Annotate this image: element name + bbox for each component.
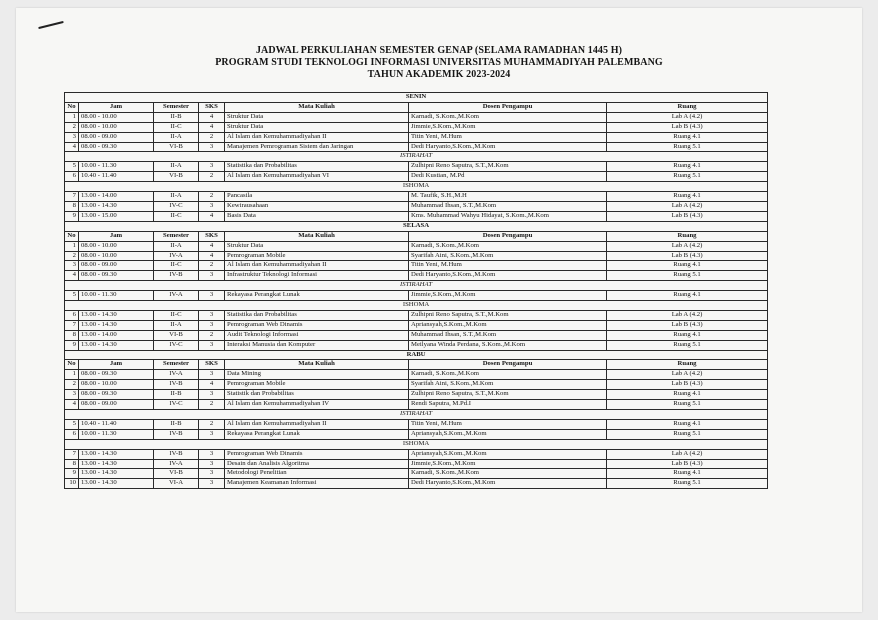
row-time: 10.00 - 11.30 bbox=[79, 429, 154, 439]
row-semester: II-A bbox=[154, 132, 199, 142]
row-semester: VI-B bbox=[154, 469, 199, 479]
row-lecturer: Jimmie,S.Kom.,M.Kom bbox=[409, 291, 607, 301]
table-row bbox=[65, 330, 768, 340]
row-room: Lab A (4.2) bbox=[607, 449, 768, 459]
column-header: No bbox=[65, 102, 79, 112]
row-semester: II-C bbox=[154, 261, 199, 271]
row-sks: 2 bbox=[199, 330, 225, 340]
table-row bbox=[65, 261, 768, 271]
row-no: 8 bbox=[65, 201, 79, 211]
row-lecturer: Karnadi, S.Kom.,M.Kom bbox=[409, 370, 607, 380]
row-no: 3 bbox=[65, 390, 79, 400]
row-lecturer: Titin Yeni, M.Hum bbox=[409, 261, 607, 271]
row-time: 13.00 - 14.30 bbox=[79, 479, 154, 489]
row-semester: IV-B bbox=[154, 449, 199, 459]
row-sks: 4 bbox=[199, 122, 225, 132]
row-room: Ruang 5.1 bbox=[607, 400, 768, 410]
row-time: 13.00 - 14.30 bbox=[79, 469, 154, 479]
row-lecturer: Karnadi, S.Kom.,M.Kom bbox=[409, 469, 607, 479]
row-course: Pemrograman Web Dinamis bbox=[225, 320, 409, 330]
row-lecturer: Titin Yeni, M.Hum bbox=[409, 419, 607, 429]
row-semester: II-A bbox=[154, 320, 199, 330]
column-header: Dosen Pengampu bbox=[409, 360, 607, 370]
row-room: Lab A (4.2) bbox=[607, 201, 768, 211]
row-semester: II-C bbox=[154, 310, 199, 320]
table-row bbox=[65, 201, 768, 211]
table-row bbox=[65, 449, 768, 459]
table-row bbox=[65, 291, 768, 301]
row-course: Pancasila bbox=[225, 192, 409, 202]
row-semester: II-C bbox=[154, 122, 199, 132]
row-lecturer: Dedi Haryanto,S.Kom.,M.Kom bbox=[409, 479, 607, 489]
break-label: ISTIRAHAT bbox=[65, 281, 768, 291]
column-header: SKS bbox=[199, 231, 225, 241]
row-no: 5 bbox=[65, 162, 79, 172]
table-row bbox=[65, 162, 768, 172]
row-course: Desain dan Analisis Algoritma bbox=[225, 459, 409, 469]
row-lecturer: M. Taufik, S.H.,M.H bbox=[409, 192, 607, 202]
row-lecturer: Jimmie,S.Kom.,M.Kom bbox=[409, 122, 607, 132]
row-time: 08.00 - 09.00 bbox=[79, 261, 154, 271]
row-semester: IV-A bbox=[154, 370, 199, 380]
row-course: Infrastruktur Teknologi Informasi bbox=[225, 271, 409, 281]
row-no: 9 bbox=[65, 469, 79, 479]
table-row bbox=[65, 400, 768, 410]
row-room: Ruang 4.1 bbox=[607, 162, 768, 172]
row-lecturer: Syarifah Aini, S.Kom.,M.Kom bbox=[409, 380, 607, 390]
row-course: Metodologi Penelitian bbox=[225, 469, 409, 479]
table-row bbox=[65, 320, 768, 330]
row-room: Ruang 5.1 bbox=[607, 271, 768, 281]
row-course: Kewirausahaan bbox=[225, 201, 409, 211]
table-row bbox=[65, 132, 768, 142]
break-row bbox=[65, 410, 768, 420]
row-course: Manajemen Pemrograman Sistem dan Jaringan bbox=[225, 142, 409, 152]
column-header: Ruang bbox=[607, 231, 768, 241]
row-sks: 3 bbox=[199, 291, 225, 301]
row-semester: VI-B bbox=[154, 142, 199, 152]
row-room: Lab A (4.2) bbox=[607, 112, 768, 122]
row-time: 13.00 - 14.30 bbox=[79, 449, 154, 459]
table-row bbox=[65, 370, 768, 380]
row-no: 9 bbox=[65, 340, 79, 350]
column-header: SKS bbox=[199, 102, 225, 112]
column-header: Jam bbox=[79, 102, 154, 112]
row-no: 1 bbox=[65, 241, 79, 251]
row-no: 8 bbox=[65, 459, 79, 469]
row-lecturer: Apriansyah,S.Kom.,M.Kom bbox=[409, 449, 607, 459]
row-course: Statistika dan Probabilitas bbox=[225, 162, 409, 172]
break-label: ISHOMA bbox=[65, 301, 768, 311]
row-time: 08.00 - 10.00 bbox=[79, 380, 154, 390]
row-time: 13.00 - 14.30 bbox=[79, 340, 154, 350]
column-header: Mata Kuliah bbox=[225, 360, 409, 370]
table-row bbox=[65, 241, 768, 251]
row-no: 4 bbox=[65, 271, 79, 281]
row-sks: 3 bbox=[199, 271, 225, 281]
row-room: Ruang 4.1 bbox=[607, 192, 768, 202]
break-row bbox=[65, 281, 768, 291]
row-semester: II-A bbox=[154, 241, 199, 251]
day-header-row bbox=[65, 221, 768, 231]
row-room: Lab B (4.3) bbox=[607, 380, 768, 390]
row-room: Lab B (4.3) bbox=[607, 320, 768, 330]
row-semester: VI-B bbox=[154, 330, 199, 340]
row-sks: 4 bbox=[199, 112, 225, 122]
row-lecturer: Muhammad Ihsan, S.T.,M.Kom bbox=[409, 330, 607, 340]
header-title: JADWAL PERKULIAHAN SEMESTER GENAP (SELAMA RAMADHAN 1445 H) bbox=[255, 45, 623, 56]
table-row bbox=[65, 390, 768, 400]
row-room: Lab A (4.2) bbox=[607, 370, 768, 380]
row-room: Ruang 4.1 bbox=[607, 330, 768, 340]
column-header: Dosen Pengampu bbox=[409, 102, 607, 112]
table-row bbox=[65, 310, 768, 320]
column-header: Mata Kuliah bbox=[225, 231, 409, 241]
column-header: Jam bbox=[79, 360, 154, 370]
row-room: Ruang 4.1 bbox=[607, 291, 768, 301]
column-header: Ruang bbox=[607, 360, 768, 370]
row-lecturer: Zulhipni Reno Saputra, S.T.,M.Kom bbox=[409, 162, 607, 172]
row-lecturer: Kms. Muhammad Wahyu Hidayat, S.Kom.,M.Kom bbox=[409, 211, 607, 221]
row-time: 10.40 - 11.40 bbox=[79, 172, 154, 182]
row-room: Ruang 4.1 bbox=[607, 132, 768, 142]
row-semester: II-B bbox=[154, 419, 199, 429]
row-lecturer: Dedi Haryanto,S.Kom.,M.Kom bbox=[409, 142, 607, 152]
row-course: Data Mining bbox=[225, 370, 409, 380]
day-header-row bbox=[65, 350, 768, 360]
row-no: 10 bbox=[65, 479, 79, 489]
break-label: ISHOMA bbox=[65, 439, 768, 449]
row-no: 7 bbox=[65, 192, 79, 202]
row-semester: IV-A bbox=[154, 291, 199, 301]
row-course: Statistik dan Probabilitas bbox=[225, 390, 409, 400]
column-header-row bbox=[65, 360, 768, 370]
row-room: Lab B (4.3) bbox=[607, 251, 768, 261]
row-course: Al Islam dan Kemuhammadiyahan II bbox=[225, 132, 409, 142]
row-time: 08.00 - 09.30 bbox=[79, 271, 154, 281]
table-row bbox=[65, 192, 768, 202]
row-time: 08.00 - 09.00 bbox=[79, 132, 154, 142]
row-lecturer: Rendi Saputra, M.Pd.I bbox=[409, 400, 607, 410]
table-row bbox=[65, 469, 768, 479]
row-sks: 3 bbox=[199, 390, 225, 400]
row-semester: IV-B bbox=[154, 380, 199, 390]
row-sks: 3 bbox=[199, 370, 225, 380]
table-row bbox=[65, 479, 768, 489]
row-time: 10.00 - 11.30 bbox=[79, 291, 154, 301]
row-no: 9 bbox=[65, 211, 79, 221]
column-header-row bbox=[65, 102, 768, 112]
row-lecturer: Apriansyah,S.Kom.,M.Kom bbox=[409, 429, 607, 439]
row-sks: 3 bbox=[199, 310, 225, 320]
row-lecturer: Apriansyah,S.Kom.,M.Kom bbox=[409, 320, 607, 330]
row-time: 08.00 - 10.00 bbox=[79, 241, 154, 251]
table-row bbox=[65, 142, 768, 152]
row-no: 3 bbox=[65, 132, 79, 142]
row-course: Struktur Data bbox=[225, 112, 409, 122]
row-no: 2 bbox=[65, 122, 79, 132]
row-lecturer: Zulhipni Reno Saputra, S.T.,M.Kom bbox=[409, 390, 607, 400]
table-row bbox=[65, 340, 768, 350]
table-row bbox=[65, 122, 768, 132]
row-time: 13.00 - 14.30 bbox=[79, 320, 154, 330]
row-sks: 4 bbox=[199, 380, 225, 390]
table-row bbox=[65, 419, 768, 429]
header-academic-year: TAHUN AKADEMIK 2023-2024 bbox=[367, 69, 511, 80]
row-time: 13.00 - 14.00 bbox=[79, 192, 154, 202]
row-time: 13.00 - 14.30 bbox=[79, 201, 154, 211]
row-sks: 4 bbox=[199, 251, 225, 261]
column-header: No bbox=[65, 231, 79, 241]
column-header: Semester bbox=[154, 360, 199, 370]
row-course: Pemrograman Mobile bbox=[225, 380, 409, 390]
row-no: 4 bbox=[65, 142, 79, 152]
table-row bbox=[65, 112, 768, 122]
row-lecturer: Karnadi, S.Kom.,M.Kom bbox=[409, 112, 607, 122]
row-semester: II-A bbox=[154, 162, 199, 172]
row-course: Al Islam dan Kemuhammadiyahan II bbox=[225, 261, 409, 271]
document-header bbox=[0, 45, 878, 81]
row-time: 08.00 - 09.00 bbox=[79, 400, 154, 410]
row-course: Rekayasa Perangkat Lunak bbox=[225, 429, 409, 439]
day-name: SENIN bbox=[65, 93, 768, 103]
table-row bbox=[65, 172, 768, 182]
row-sks: 3 bbox=[199, 459, 225, 469]
row-course: Basis Data bbox=[225, 211, 409, 221]
table-row bbox=[65, 271, 768, 281]
row-sks: 3 bbox=[199, 449, 225, 459]
break-row bbox=[65, 182, 768, 192]
row-lecturer: Syarifah Aini, S.Kom.,M.Kom bbox=[409, 251, 607, 261]
row-room: Ruang 4.1 bbox=[607, 419, 768, 429]
row-no: 7 bbox=[65, 449, 79, 459]
row-sks: 4 bbox=[199, 211, 225, 221]
column-header-row bbox=[65, 231, 768, 241]
row-semester: II-A bbox=[154, 192, 199, 202]
row-room: Ruang 5.1 bbox=[607, 340, 768, 350]
row-room: Ruang 4.1 bbox=[607, 261, 768, 271]
row-semester: II-C bbox=[154, 211, 199, 221]
row-semester: IV-C bbox=[154, 400, 199, 410]
row-sks: 3 bbox=[199, 142, 225, 152]
row-sks: 2 bbox=[199, 192, 225, 202]
row-no: 3 bbox=[65, 261, 79, 271]
row-no: 6 bbox=[65, 172, 79, 182]
day-header-row bbox=[65, 93, 768, 103]
row-course: Pemrograman Web Dinamis bbox=[225, 449, 409, 459]
row-course: Pemrograman Mobile bbox=[225, 251, 409, 261]
pen-mark bbox=[38, 21, 64, 29]
row-no: 1 bbox=[65, 112, 79, 122]
row-no: 4 bbox=[65, 400, 79, 410]
row-lecturer: Titin Yeni, M.Hum bbox=[409, 132, 607, 142]
row-sks: 3 bbox=[199, 429, 225, 439]
row-sks: 2 bbox=[199, 400, 225, 410]
row-course: Al Islam dan Kemuhammadiyahan IV bbox=[225, 400, 409, 410]
row-lecturer: Dedi Haryanto,S.Kom.,M.Kom bbox=[409, 271, 607, 281]
row-room: Ruang 5.1 bbox=[607, 429, 768, 439]
row-sks: 2 bbox=[199, 261, 225, 271]
row-course: Al Islam dan Kemuhammadiyahan II bbox=[225, 419, 409, 429]
row-time: 13.00 - 14.30 bbox=[79, 310, 154, 320]
day-name: RABU bbox=[65, 350, 768, 360]
row-semester: IV-C bbox=[154, 340, 199, 350]
row-course: Manajemen Keamanan Informasi bbox=[225, 479, 409, 489]
row-time: 08.00 - 09.30 bbox=[79, 142, 154, 152]
row-sks: 3 bbox=[199, 469, 225, 479]
row-semester: II-B bbox=[154, 390, 199, 400]
row-no: 7 bbox=[65, 320, 79, 330]
column-header: Semester bbox=[154, 102, 199, 112]
row-no: 5 bbox=[65, 419, 79, 429]
row-room: Lab B (4.3) bbox=[607, 459, 768, 469]
row-semester: IV-B bbox=[154, 429, 199, 439]
break-row bbox=[65, 152, 768, 162]
row-time: 08.00 - 09.30 bbox=[79, 390, 154, 400]
row-course: Al Islam dan Kemuhammadiyahan VI bbox=[225, 172, 409, 182]
row-room: Lab A (4.2) bbox=[607, 310, 768, 320]
column-header: Ruang bbox=[607, 102, 768, 112]
break-label: ISHOMA bbox=[65, 182, 768, 192]
row-semester: VI-B bbox=[154, 172, 199, 182]
row-semester: IV-A bbox=[154, 251, 199, 261]
break-row bbox=[65, 439, 768, 449]
row-no: 5 bbox=[65, 291, 79, 301]
row-time: 08.00 - 09.30 bbox=[79, 370, 154, 380]
row-lecturer: Meilyana Winda Perdana, S.Kom.,M.Kom bbox=[409, 340, 607, 350]
row-semester: IV-B bbox=[154, 271, 199, 281]
row-lecturer: Muhammad Ihsan, S.T.,M.Kom bbox=[409, 201, 607, 211]
row-time: 10.40 - 11.40 bbox=[79, 419, 154, 429]
row-no: 2 bbox=[65, 380, 79, 390]
row-course: Statistika dan Probabilitas bbox=[225, 310, 409, 320]
row-no: 6 bbox=[65, 429, 79, 439]
row-time: 13.00 - 15.00 bbox=[79, 211, 154, 221]
column-header: SKS bbox=[199, 360, 225, 370]
column-header: Mata Kuliah bbox=[225, 102, 409, 112]
row-room: Lab B (4.3) bbox=[607, 122, 768, 132]
row-no: 6 bbox=[65, 310, 79, 320]
row-time: 13.00 - 14.30 bbox=[79, 459, 154, 469]
row-sks: 3 bbox=[199, 479, 225, 489]
day-name: SELASA bbox=[65, 221, 768, 231]
row-course: Struktur Data bbox=[225, 241, 409, 251]
row-time: 10.00 - 11.30 bbox=[79, 162, 154, 172]
row-lecturer: Zulhipni Reno Saputra, S.T.,M.Kom bbox=[409, 310, 607, 320]
row-room: Ruang 5.1 bbox=[607, 172, 768, 182]
row-sks: 3 bbox=[199, 201, 225, 211]
row-no: 2 bbox=[65, 251, 79, 261]
row-room: Lab B (4.3) bbox=[607, 211, 768, 221]
table-row bbox=[65, 429, 768, 439]
row-course: Rekayasa Perangkat Lunak bbox=[225, 291, 409, 301]
column-header: Dosen Pengampu bbox=[409, 231, 607, 241]
table-row bbox=[65, 459, 768, 469]
row-sks: 3 bbox=[199, 320, 225, 330]
row-sks: 2 bbox=[199, 132, 225, 142]
column-header: Jam bbox=[79, 231, 154, 241]
break-label: ISTIRAHAT bbox=[65, 152, 768, 162]
schedule-table bbox=[64, 92, 768, 489]
row-sks: 3 bbox=[199, 162, 225, 172]
row-time: 08.00 - 10.00 bbox=[79, 251, 154, 261]
row-time: 08.00 - 10.00 bbox=[79, 122, 154, 132]
row-no: 1 bbox=[65, 370, 79, 380]
row-no: 8 bbox=[65, 330, 79, 340]
row-room: Ruang 5.1 bbox=[607, 142, 768, 152]
column-header: Semester bbox=[154, 231, 199, 241]
row-lecturer: Jimmie,S.Kom.,M.Kom bbox=[409, 459, 607, 469]
row-semester: VI-A bbox=[154, 479, 199, 489]
break-row bbox=[65, 301, 768, 311]
row-room: Ruang 4.1 bbox=[607, 469, 768, 479]
row-lecturer: Dedi Kustian, M.Pd bbox=[409, 172, 607, 182]
row-room: Lab A (4.2) bbox=[607, 241, 768, 251]
row-course: Struktur Data bbox=[225, 122, 409, 132]
header-program: PROGRAM STUDI TEKNOLOGI INFORMASI UNIVERSITAS MUHAMMADIYAH PALEMBANG bbox=[215, 57, 663, 68]
table-row bbox=[65, 211, 768, 221]
row-course: Audit Teknologi Informasi bbox=[225, 330, 409, 340]
row-sks: 2 bbox=[199, 172, 225, 182]
row-course: Interaksi Manusia dan Komputer bbox=[225, 340, 409, 350]
row-sks: 3 bbox=[199, 340, 225, 350]
row-room: Ruang 4.1 bbox=[607, 390, 768, 400]
row-sks: 2 bbox=[199, 419, 225, 429]
row-semester: IV-A bbox=[154, 459, 199, 469]
row-semester: IV-C bbox=[154, 201, 199, 211]
table-row bbox=[65, 251, 768, 261]
break-label: ISTIRAHAT bbox=[65, 410, 768, 420]
row-semester: II-B bbox=[154, 112, 199, 122]
row-room: Ruang 5.1 bbox=[607, 479, 768, 489]
row-time: 08.00 - 10.00 bbox=[79, 112, 154, 122]
table-row bbox=[65, 380, 768, 390]
column-header: No bbox=[65, 360, 79, 370]
row-time: 13.00 - 14.00 bbox=[79, 330, 154, 340]
row-sks: 4 bbox=[199, 241, 225, 251]
row-lecturer: Karnadi, S.Kom.,M.Kom bbox=[409, 241, 607, 251]
